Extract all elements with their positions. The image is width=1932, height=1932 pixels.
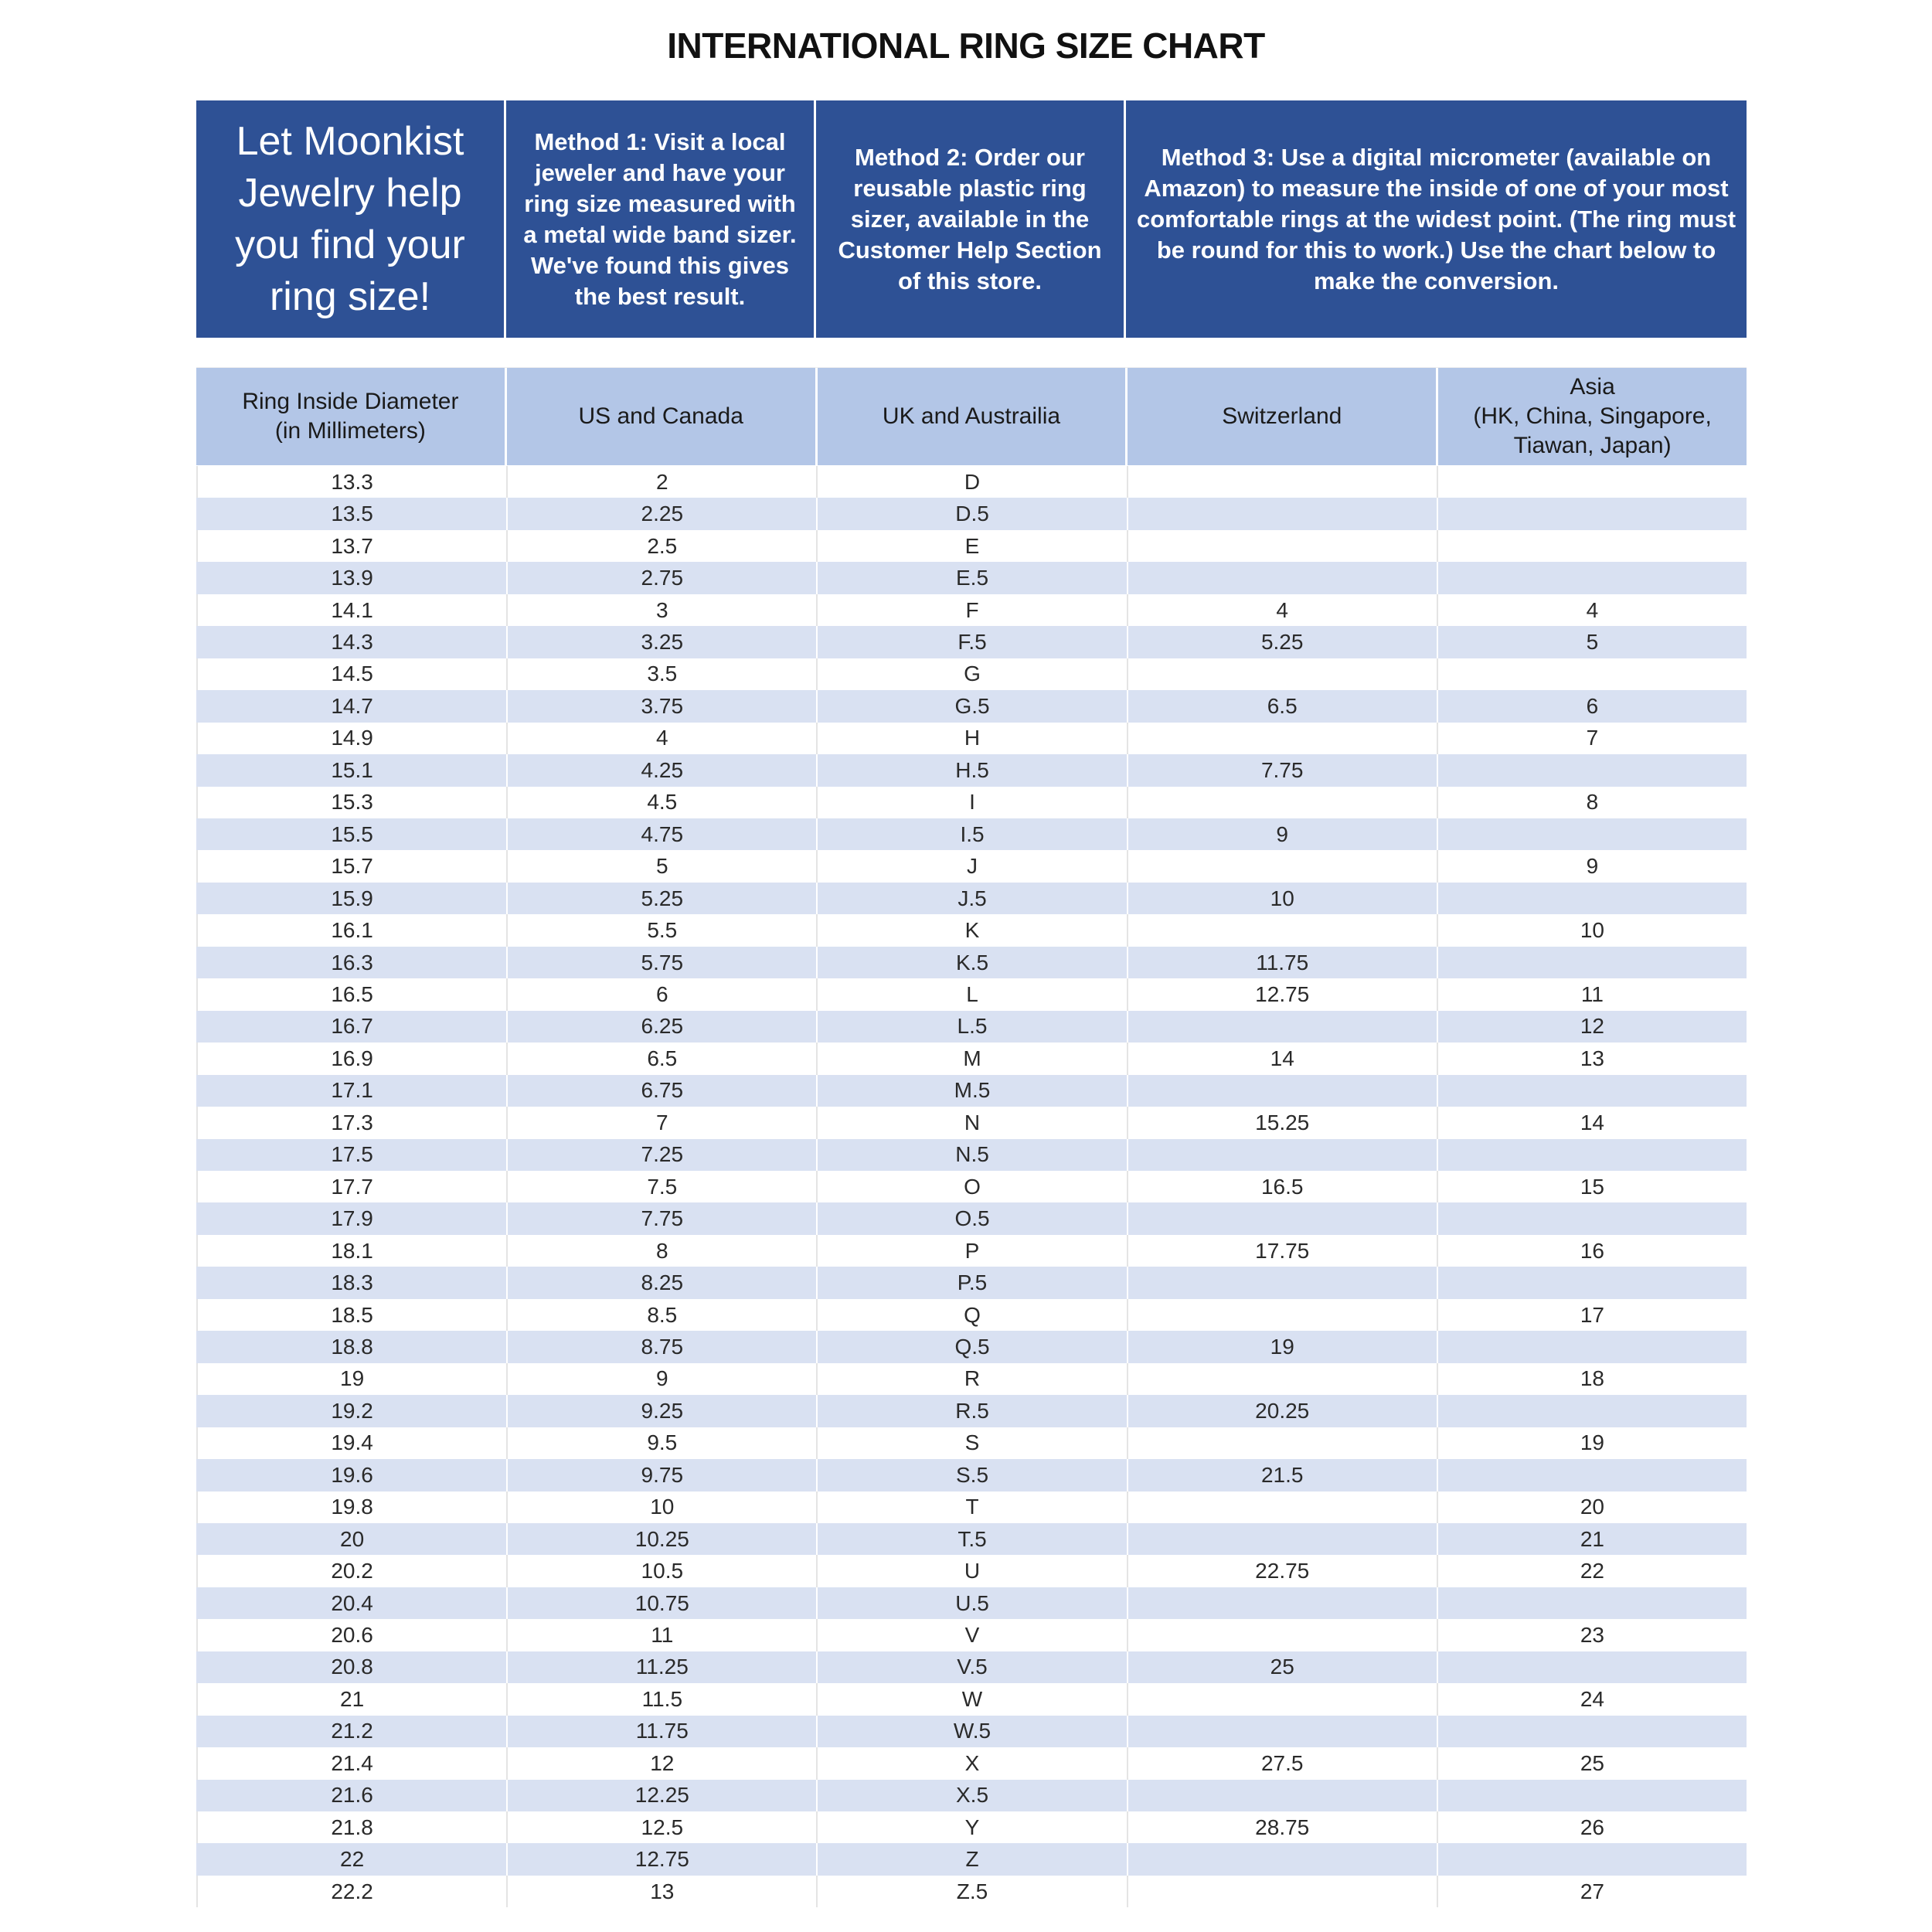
us-canada-cell: 12.25 — [508, 1780, 818, 1811]
us-canada-cell: 5.5 — [508, 914, 818, 946]
intro-banner: Let Moonkist Jewelry help you find your ring size! — [196, 100, 506, 338]
diameter-cell: 17.5 — [196, 1139, 508, 1171]
us-canada-cell: 11 — [508, 1619, 818, 1651]
table-row — [196, 1780, 1747, 1811]
us-canada-cell: 10.75 — [508, 1587, 818, 1619]
us-canada-cell: 3.25 — [508, 626, 818, 658]
uk-australia-cell: W — [818, 1683, 1128, 1715]
header-band — [196, 100, 1747, 338]
asia-cell — [1438, 1459, 1747, 1491]
us-canada-cell: 12.5 — [508, 1811, 818, 1843]
switzerland-cell: 17.75 — [1128, 1235, 1438, 1267]
us-canada-cell: 9.5 — [508, 1427, 818, 1459]
asia-cell: 27 — [1580, 1879, 1604, 1903]
us-canada-cell: 6.75 — [508, 1075, 818, 1107]
diameter-cell: 15.1 — [196, 754, 508, 786]
asia-cell — [1438, 1843, 1747, 1875]
diameter-cell: 16.1 — [196, 914, 508, 946]
diameter-cell: 14.7 — [196, 690, 508, 722]
asia-cell: 6 — [1586, 693, 1599, 718]
switzerland-cell: 15.25 — [1128, 1107, 1438, 1138]
diameter-cell: 15.3 — [196, 787, 508, 818]
us-canada-cell: 4.75 — [508, 818, 818, 850]
us-canada-cell: 3.5 — [508, 658, 818, 690]
diameter-cell: 21.2 — [196, 1716, 508, 1747]
switzerland-cell — [1128, 1299, 1438, 1331]
uk-australia-cell: Y — [818, 1811, 1128, 1843]
uk-australia-cell: Q.5 — [818, 1331, 1128, 1362]
uk-australia-cell: M — [818, 1043, 1128, 1074]
table-row — [196, 594, 1747, 626]
table-row — [196, 1139, 1747, 1171]
uk-australia-cell: H.5 — [818, 754, 1128, 786]
diameter-cell: 19.6 — [196, 1459, 508, 1491]
asia-cell: 5 — [1586, 629, 1599, 654]
diameter-cell: 13.9 — [196, 562, 508, 594]
table-row — [196, 498, 1747, 529]
us-canada-cell: 7.5 — [508, 1171, 818, 1202]
diameter-cell: 18.3 — [196, 1267, 508, 1298]
diameter-cell: 16.9 — [196, 1043, 508, 1074]
asia-cell — [1438, 498, 1747, 529]
switzerland-cell — [1128, 530, 1438, 562]
asia-cell: 26 — [1580, 1815, 1604, 1839]
asia-cell: 11 — [1580, 981, 1604, 1006]
asia-cell — [1438, 658, 1747, 690]
us-canada-cell: 2.5 — [508, 530, 818, 562]
asia-cell: 17 — [1580, 1302, 1604, 1327]
spacer-row — [196, 338, 1747, 368]
switzerland-cell: 20.25 — [1128, 1395, 1438, 1427]
us-canada-cell: 11.75 — [508, 1716, 818, 1747]
asia-cell — [1438, 1395, 1747, 1427]
switzerland-cell — [1128, 658, 1438, 690]
asia-cell: 7 — [1586, 726, 1599, 750]
switzerland-cell: 14 — [1128, 1043, 1438, 1074]
diameter-cell: 21.6 — [196, 1780, 508, 1811]
asia-cell — [1438, 466, 1747, 498]
uk-australia-cell: E.5 — [818, 562, 1128, 594]
diameter-cell: 17.1 — [196, 1075, 508, 1107]
diameter-cell: 18.8 — [196, 1331, 508, 1362]
uk-australia-cell: J — [818, 850, 1128, 882]
asia-cell — [1438, 1202, 1747, 1234]
switzerland-cell — [1128, 1843, 1438, 1875]
table-row — [196, 690, 1747, 722]
uk-australia-cell: N.5 — [818, 1139, 1128, 1171]
diameter-cell: 17.3 — [196, 1107, 508, 1138]
uk-australia-cell: N — [818, 1107, 1128, 1138]
diameter-cell: 16.3 — [196, 947, 508, 978]
table-row — [196, 1395, 1747, 1427]
uk-australia-cell: U.5 — [818, 1587, 1128, 1619]
us-canada-cell: 7.25 — [508, 1139, 818, 1171]
diameter-cell: 13.7 — [196, 530, 508, 562]
table-row — [196, 1075, 1747, 1107]
page-title: INTERNATIONAL RING SIZE CHART — [667, 26, 1265, 66]
us-canada-cell: 5.25 — [508, 883, 818, 914]
column-header-switzerland: Switzerland — [1128, 368, 1438, 465]
ring-size-table — [196, 466, 1747, 1907]
us-canada-cell: 9.25 — [508, 1395, 818, 1427]
switzerland-cell — [1128, 466, 1438, 498]
uk-australia-cell: W.5 — [818, 1716, 1128, 1747]
us-canada-cell: 10.5 — [508, 1555, 818, 1587]
switzerland-cell: 5.25 — [1128, 626, 1438, 658]
diameter-cell: 20.4 — [196, 1587, 508, 1619]
asia-cell: 16 — [1580, 1238, 1604, 1263]
us-canada-cell: 8.75 — [508, 1331, 818, 1362]
switzerland-cell — [1128, 1716, 1438, 1747]
switzerland-cell: 22.75 — [1128, 1555, 1438, 1587]
switzerland-cell — [1128, 723, 1438, 754]
diameter-cell: 16.5 — [196, 978, 508, 1010]
us-canada-cell: 5.75 — [508, 947, 818, 978]
switzerland-cell — [1128, 1267, 1438, 1298]
table-row — [196, 1363, 1747, 1395]
us-canada-cell: 9.75 — [508, 1459, 818, 1491]
us-canada-cell: 2 — [508, 466, 818, 498]
diameter-cell: 21 — [196, 1683, 508, 1715]
uk-australia-cell: T — [818, 1492, 1128, 1523]
us-canada-cell: 4.5 — [508, 787, 818, 818]
us-canada-cell: 12.75 — [508, 1843, 818, 1875]
diameter-cell: 14.9 — [196, 723, 508, 754]
asia-cell — [1438, 1139, 1747, 1171]
uk-australia-cell: Z — [818, 1843, 1128, 1875]
us-canada-cell: 8.5 — [508, 1299, 818, 1331]
asia-cell — [1438, 818, 1747, 850]
us-canada-cell: 6.25 — [508, 1011, 818, 1043]
uk-australia-cell: X — [818, 1747, 1128, 1779]
uk-australia-cell: I.5 — [818, 818, 1128, 850]
switzerland-cell — [1128, 1683, 1438, 1715]
switzerland-cell — [1128, 1075, 1438, 1107]
asia-cell — [1438, 883, 1747, 914]
us-canada-cell: 4.25 — [508, 754, 818, 786]
us-canada-cell: 2.75 — [508, 562, 818, 594]
table-row — [196, 1747, 1747, 1779]
diameter-cell: 18.1 — [196, 1235, 508, 1267]
diameter-cell: 15.5 — [196, 818, 508, 850]
diameter-cell: 13.5 — [196, 498, 508, 529]
diameter-cell: 16.7 — [196, 1011, 508, 1043]
us-canada-cell: 8.25 — [508, 1267, 818, 1298]
uk-australia-cell: Z.5 — [818, 1876, 1128, 1907]
us-canada-cell: 10 — [508, 1492, 818, 1523]
diameter-cell: 19.2 — [196, 1395, 508, 1427]
table-row — [196, 626, 1747, 658]
diameter-cell: 17.7 — [196, 1171, 508, 1202]
table-row — [196, 1683, 1747, 1715]
switzerland-cell — [1128, 1011, 1438, 1043]
table-row — [196, 947, 1747, 978]
us-canada-cell: 2.25 — [508, 498, 818, 529]
us-canada-cell: 3 — [508, 594, 818, 626]
switzerland-cell — [1128, 498, 1438, 529]
switzerland-cell — [1128, 1780, 1438, 1811]
diameter-cell: 20.2 — [196, 1555, 508, 1587]
method-3-text: Method 3: Use a digital micrometer (available on Amazon) to measure the inside of one of your most comfortable rings at the widest point. (The ring must be round for this to work.) Use the chart below to make the conversion. — [1126, 100, 1747, 338]
switzerland-cell: 12.75 — [1128, 978, 1438, 1010]
uk-australia-cell: H — [818, 723, 1128, 754]
switzerland-cell: 7.75 — [1128, 754, 1438, 786]
switzerland-cell — [1128, 850, 1438, 882]
asia-cell: 20 — [1580, 1495, 1604, 1519]
asia-cell — [1438, 947, 1747, 978]
uk-australia-cell: L.5 — [818, 1011, 1128, 1043]
method-1-text: Method 1: Visit a local jeweler and have your ring size measured with a metal wide band sizer. We've found this gives the best result. — [506, 100, 816, 338]
table-row — [196, 978, 1747, 1010]
table-row — [196, 1876, 1747, 1907]
asia-cell: 9 — [1586, 854, 1599, 879]
asia-cell: 4 — [1586, 597, 1599, 622]
us-canada-cell: 7.75 — [508, 1202, 818, 1234]
switzerland-cell: 11.75 — [1128, 947, 1438, 978]
table-row — [196, 1555, 1747, 1587]
us-canada-cell: 4 — [508, 723, 818, 754]
us-canada-cell: 5 — [508, 850, 818, 882]
asia-cell — [1438, 562, 1747, 594]
diameter-cell: 17.9 — [196, 1202, 508, 1234]
switzerland-cell: 16.5 — [1128, 1171, 1438, 1202]
asia-cell — [1438, 1267, 1747, 1298]
switzerland-cell — [1128, 1619, 1438, 1651]
table-row — [196, 1459, 1747, 1491]
column-header-asia: Asia (HK, China, Singapore, Tiawan, Japan) — [1438, 368, 1747, 465]
switzerland-cell: 28.75 — [1128, 1811, 1438, 1843]
diameter-cell: 22 — [196, 1843, 508, 1875]
table-row — [196, 1587, 1747, 1619]
us-canada-cell: 6 — [508, 978, 818, 1010]
asia-cell: 8 — [1586, 790, 1599, 815]
uk-australia-cell: L — [818, 978, 1128, 1010]
uk-australia-cell: P.5 — [818, 1267, 1128, 1298]
switzerland-cell — [1128, 1523, 1438, 1555]
uk-australia-cell: S — [818, 1427, 1128, 1459]
table-row — [196, 1107, 1747, 1138]
uk-australia-cell: V.5 — [818, 1651, 1128, 1683]
table-row — [196, 1492, 1747, 1523]
switzerland-cell: 6.5 — [1128, 690, 1438, 722]
uk-australia-cell: R.5 — [818, 1395, 1128, 1427]
uk-australia-cell: F — [818, 594, 1128, 626]
table-row — [196, 1843, 1747, 1875]
table-row — [196, 883, 1747, 914]
us-canada-cell: 10.25 — [508, 1523, 818, 1555]
table-row — [196, 1811, 1747, 1843]
asia-cell: 19 — [1580, 1430, 1604, 1455]
diameter-cell: 19 — [196, 1363, 508, 1395]
diameter-cell: 19.8 — [196, 1492, 508, 1523]
switzerland-cell: 4 — [1128, 594, 1438, 626]
switzerland-cell — [1128, 1363, 1438, 1395]
table-row — [196, 787, 1747, 818]
table-row — [196, 1043, 1747, 1074]
switzerland-cell: 21.5 — [1128, 1459, 1438, 1491]
table-row — [196, 850, 1747, 882]
table-row — [196, 1427, 1747, 1459]
us-canada-cell: 6.5 — [508, 1043, 818, 1074]
uk-australia-cell: D — [818, 466, 1128, 498]
table-row — [196, 1619, 1747, 1651]
diameter-cell: 20 — [196, 1523, 508, 1555]
table-row — [196, 723, 1747, 754]
column-header-uk-australia: UK and Austrailia — [818, 368, 1128, 465]
diameter-cell: 18.5 — [196, 1299, 508, 1331]
table-row — [196, 1523, 1747, 1555]
table-row — [196, 914, 1747, 946]
table-row — [196, 1011, 1747, 1043]
uk-australia-cell: K.5 — [818, 947, 1128, 978]
asia-cell — [1438, 1331, 1747, 1362]
switzerland-cell: 10 — [1128, 883, 1438, 914]
uk-australia-cell: J.5 — [818, 883, 1128, 914]
column-header-us-canada: US and Canada — [507, 368, 818, 465]
asia-cell — [1438, 1716, 1747, 1747]
diameter-cell: 21.8 — [196, 1811, 508, 1843]
diameter-cell: 15.7 — [196, 850, 508, 882]
us-canada-cell: 13 — [508, 1876, 818, 1907]
uk-australia-cell: P — [818, 1235, 1128, 1267]
us-canada-cell: 11.5 — [508, 1683, 818, 1715]
asia-cell: 23 — [1580, 1623, 1604, 1648]
us-canada-cell: 11.25 — [508, 1651, 818, 1683]
switzerland-cell — [1128, 1587, 1438, 1619]
table-row — [196, 658, 1747, 690]
table-row — [196, 754, 1747, 786]
table-row — [196, 562, 1747, 594]
uk-australia-cell: D.5 — [818, 498, 1128, 529]
table-row — [196, 1171, 1747, 1202]
uk-australia-cell: S.5 — [818, 1459, 1128, 1491]
uk-australia-cell: T.5 — [818, 1523, 1128, 1555]
diameter-cell: 19.4 — [196, 1427, 508, 1459]
switzerland-cell — [1128, 914, 1438, 946]
table-row — [196, 466, 1747, 498]
asia-cell — [1438, 530, 1747, 562]
switzerland-cell: 27.5 — [1128, 1747, 1438, 1779]
asia-cell: 12 — [1580, 1014, 1604, 1039]
diameter-cell: 13.3 — [196, 466, 508, 498]
uk-australia-cell: G.5 — [818, 690, 1128, 722]
switzerland-cell — [1128, 1202, 1438, 1234]
diameter-cell: 21.4 — [196, 1747, 508, 1779]
uk-australia-cell: I — [818, 787, 1128, 818]
switzerland-cell — [1128, 1492, 1438, 1523]
uk-australia-cell: U — [818, 1555, 1128, 1587]
us-canada-cell: 12 — [508, 1747, 818, 1779]
switzerland-cell — [1128, 1427, 1438, 1459]
asia-cell: 15 — [1580, 1174, 1604, 1199]
diameter-cell: 22.2 — [196, 1876, 508, 1907]
diameter-cell: 15.9 — [196, 883, 508, 914]
diameter-cell: 14.3 — [196, 626, 508, 658]
asia-cell — [1438, 1075, 1747, 1107]
asia-cell: 10 — [1580, 918, 1604, 943]
switzerland-cell — [1128, 1139, 1438, 1171]
diameter-cell: 20.6 — [196, 1619, 508, 1651]
table-row — [196, 1235, 1747, 1267]
uk-australia-cell: X.5 — [818, 1780, 1128, 1811]
table-row — [196, 1267, 1747, 1298]
us-canada-cell: 3.75 — [508, 690, 818, 722]
asia-cell: 22 — [1580, 1559, 1604, 1583]
table-row — [196, 1651, 1747, 1683]
asia-cell — [1438, 1780, 1747, 1811]
table-row — [196, 530, 1747, 562]
column-header-row — [196, 368, 1747, 465]
switzerland-cell — [1128, 562, 1438, 594]
table-row — [196, 818, 1747, 850]
diameter-cell: 14.5 — [196, 658, 508, 690]
uk-australia-cell: V — [818, 1619, 1128, 1651]
asia-cell: 21 — [1580, 1526, 1604, 1551]
switzerland-cell: 25 — [1128, 1651, 1438, 1683]
method-2-text: Method 2: Order our reusable plastic ring sizer, available in the Customer Help Section of this store. — [816, 100, 1126, 338]
us-canada-cell: 7 — [508, 1107, 818, 1138]
table-row — [196, 1716, 1747, 1747]
uk-australia-cell: G — [818, 658, 1128, 690]
asia-cell: 14 — [1580, 1110, 1604, 1134]
asia-cell: 18 — [1580, 1366, 1604, 1391]
asia-cell — [1438, 1587, 1747, 1619]
column-header-diameter: Ring Inside Diameter (in Millimeters) — [196, 368, 507, 465]
asia-cell: 25 — [1580, 1750, 1604, 1775]
uk-australia-cell: F.5 — [818, 626, 1128, 658]
switzerland-cell: 9 — [1128, 818, 1438, 850]
asia-cell — [1438, 754, 1747, 786]
uk-australia-cell: Q — [818, 1299, 1128, 1331]
switzerland-cell — [1128, 787, 1438, 818]
asia-cell: 24 — [1580, 1686, 1604, 1711]
table-row — [196, 1299, 1747, 1331]
table-row — [196, 1202, 1747, 1234]
uk-australia-cell: O.5 — [818, 1202, 1128, 1234]
switzerland-cell: 19 — [1128, 1331, 1438, 1362]
us-canada-cell: 8 — [508, 1235, 818, 1267]
uk-australia-cell: E — [818, 530, 1128, 562]
asia-cell: 13 — [1580, 1046, 1604, 1070]
table-row — [196, 1331, 1747, 1362]
asia-cell — [1438, 1651, 1747, 1683]
uk-australia-cell: O — [818, 1171, 1128, 1202]
diameter-cell: 14.1 — [196, 594, 508, 626]
diameter-cell: 20.8 — [196, 1651, 508, 1683]
switzerland-cell — [1128, 1876, 1438, 1907]
uk-australia-cell: K — [818, 914, 1128, 946]
us-canada-cell: 9 — [508, 1363, 818, 1395]
uk-australia-cell: M.5 — [818, 1075, 1128, 1107]
uk-australia-cell: R — [818, 1363, 1128, 1395]
